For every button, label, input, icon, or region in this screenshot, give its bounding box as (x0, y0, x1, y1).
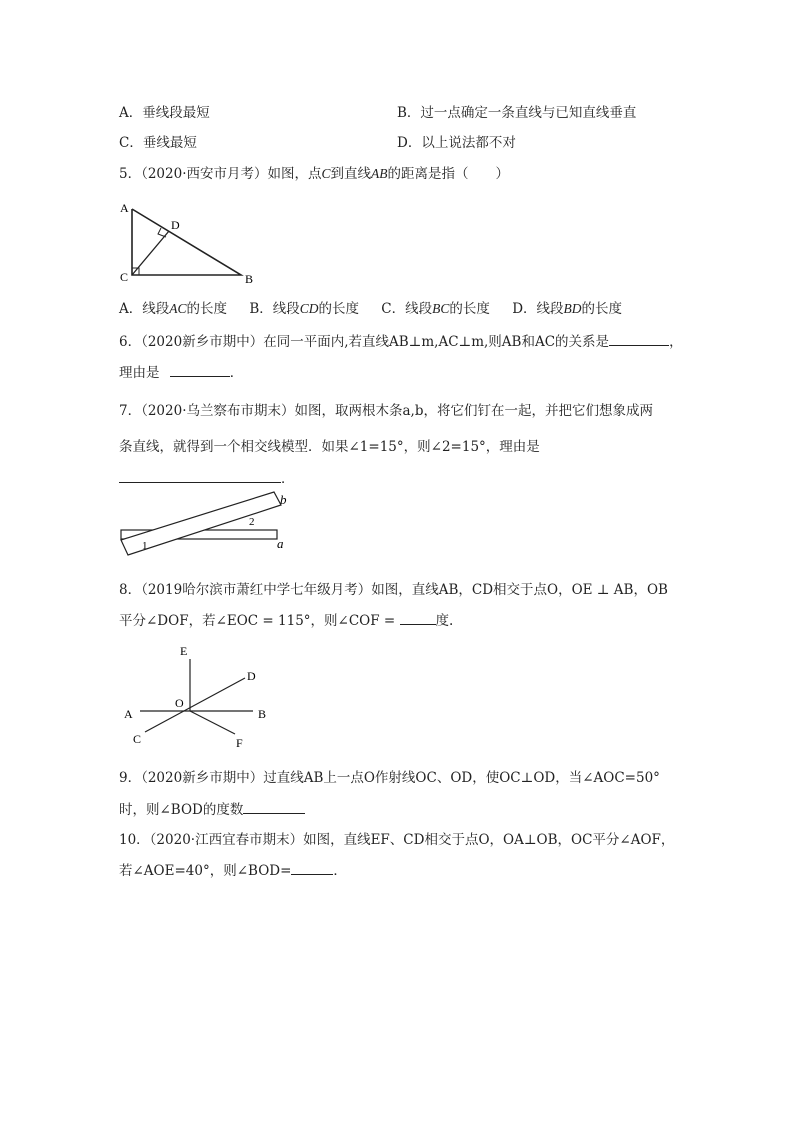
q5-prefix: 5．（2020·西安市月考）如图，点 (119, 166, 322, 182)
q5-point-c: C (321, 166, 331, 181)
q6-stem: 6．（2020新乡市期中）在同一平面内,若直线AB⊥m,AC⊥m,则AB和AC的关系是 ， (119, 334, 683, 350)
q5-option-c: C．线段BC的长度 (381, 301, 490, 317)
q7-label-a: a (277, 536, 284, 551)
q8-stem-2: 平分∠DOF，若∠EOC = 115°，则∠COF = 度. (119, 613, 454, 629)
q5-mid: 到直线 (330, 166, 372, 182)
q9-answer-blank[interactable] (243, 801, 305, 814)
q10-stem-2: 若∠AOE=40°，则∠BOD= ． (119, 863, 347, 879)
q6-reason-label: 理由是 (119, 365, 160, 381)
q6-reason-blank[interactable] (170, 364, 230, 377)
q7-figure (115, 490, 300, 560)
q10-answer-blank[interactable] (291, 862, 333, 875)
q8-label-a: A (124, 707, 133, 721)
q8-label-d: D (247, 669, 256, 683)
q5-suffix: 的距离是指（ ） (387, 166, 510, 182)
q7-answer-blank[interactable] (119, 470, 281, 483)
q9-stem-2: 时，则∠BOD的度数 (119, 801, 305, 819)
q5-option-d: D．线段BD的长度 (512, 301, 623, 317)
q8-label-c: C (133, 732, 142, 746)
q7-label-2: 2 (249, 516, 255, 528)
q5-stem (119, 165, 509, 183)
q7-answer: ． (119, 470, 295, 488)
q4-option-c: C．垂线最短 (119, 135, 197, 151)
q8-label-b: B (258, 707, 267, 721)
q5-option-b: B．线段CD的长度 (249, 301, 359, 317)
q5-label-c: C (120, 270, 129, 284)
q4-option-b: B．过一点确定一条直线与已知直线垂直 (397, 105, 637, 121)
q5-label-a: A (120, 201, 129, 215)
q5-options (119, 300, 622, 318)
q5-label-b: B (245, 272, 254, 286)
q8-label-o: O (175, 696, 184, 710)
q7-label-b: b (280, 492, 287, 507)
q5-line-ab: AB (371, 166, 388, 181)
q8-figure (115, 640, 285, 755)
q4-option-a: A．垂线段最短 (119, 105, 210, 121)
q9-stem-1: 9．（2020新乡市期中）过直线AB上一点O作射线OC、OD，使OC⊥OD，当∠AOC=50° (119, 770, 660, 786)
q8-label-e: E (180, 644, 188, 658)
q7-label-1: 1 (142, 540, 148, 552)
q6-answer-blank[interactable] (609, 333, 669, 346)
q8-answer-blank[interactable] (400, 612, 436, 625)
q5-label-d: D (171, 218, 180, 232)
q5-option-a: A．线段AC的长度 (119, 301, 228, 317)
q7-stem-2: 条直线，就得到一个相交线模型．如果∠1=15°，则∠2=15°，理由是 (119, 439, 540, 455)
q10-stem-1: 10．（2020·江西宜春市期末）如图，直线EF、CD相交于点O，OA⊥OB，OC平分∠AOF， (119, 832, 675, 848)
q7-stem-1: 7．（2020·乌兰察布市期末）如图，取两根木条a,b，将它们钉在一起，并把它们想象成两 (119, 403, 653, 419)
q6-question: 6．（2020新乡市期中）在同一平面内,若直线AB⊥m,AC⊥m,则AB和AC的关系是 (119, 334, 610, 350)
q5-figure (115, 195, 265, 290)
q8-label-f: F (236, 736, 243, 750)
q6-reason: 理由是 ． (119, 365, 244, 381)
q4-option-d: D．以上说法都不对 (397, 135, 516, 151)
q8-stem-1: 8．（2019哈尔滨市萧红中学七年级月考）如图，直线AB，CD相交于点O，OE ⊥ AB，OB (119, 582, 668, 598)
